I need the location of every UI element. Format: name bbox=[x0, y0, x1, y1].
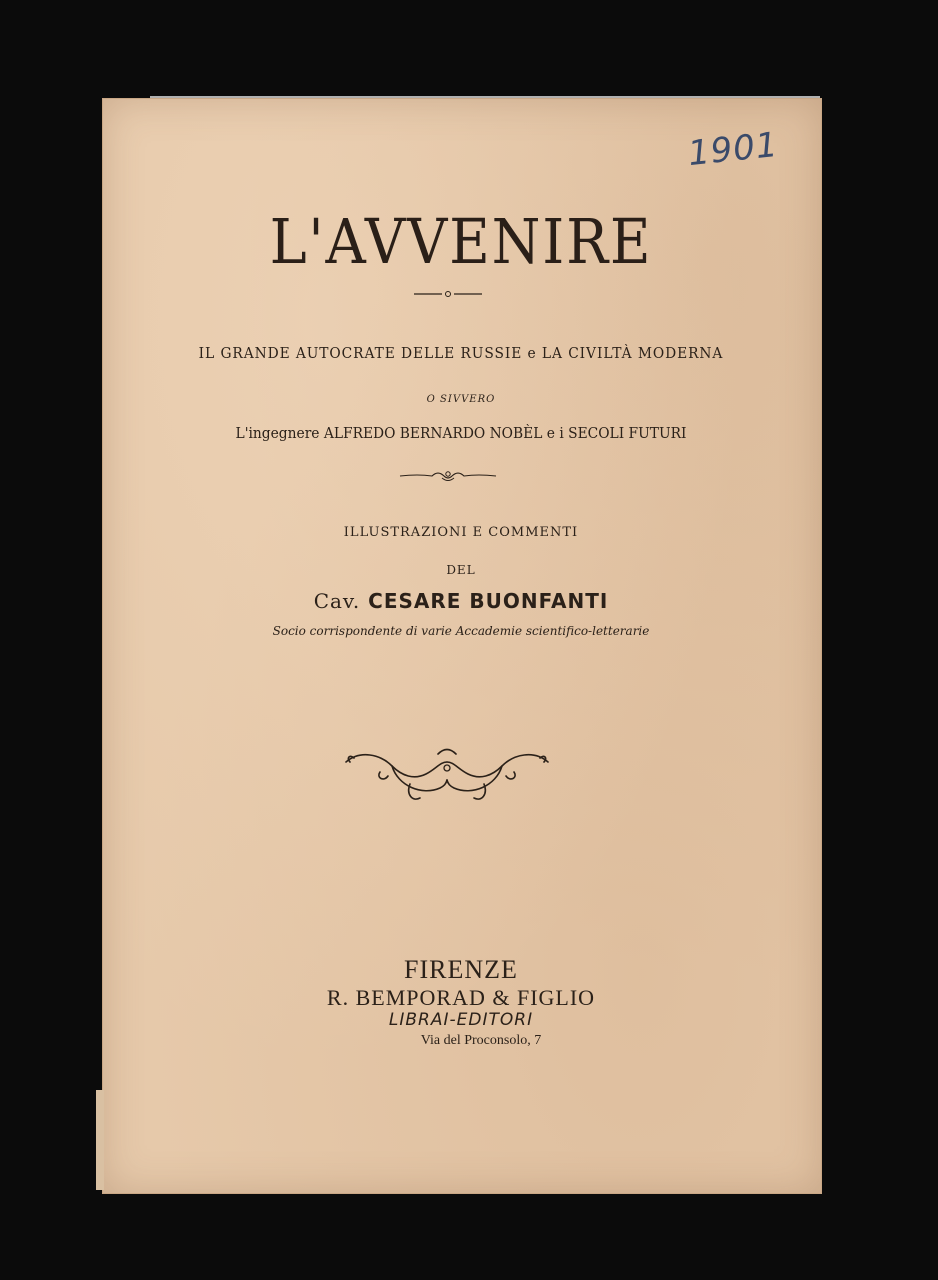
subtitle-part-1: IL GRANDE AUTOCRATE DELLE RUSSIE bbox=[198, 344, 523, 362]
flourish-ornament-large bbox=[340, 744, 554, 806]
publisher-name: R. BEMPORAD & FIGLIO bbox=[326, 985, 596, 1010]
publisher-type: LIBRAI-EDITORI bbox=[388, 1010, 534, 1030]
subtitle2-prefix: L'ingegnere bbox=[235, 424, 320, 442]
author-role: Socio corrispondente di varie Accademie scientifico-letterarie bbox=[272, 624, 650, 638]
title-rule-ornament bbox=[412, 288, 484, 300]
author-name: CESARE BUONFANTI bbox=[368, 589, 609, 613]
flourish-ornament-small bbox=[398, 466, 498, 484]
subtitle2-and: e i bbox=[546, 424, 564, 442]
subtitle2-name: ALFREDO BERNARDO NOBÈL bbox=[323, 424, 543, 442]
author-line bbox=[102, 589, 820, 613]
spine-edge bbox=[96, 1090, 104, 1190]
illustrations-line: ILLUSTRAZIONI E COMMENTI bbox=[343, 525, 579, 540]
subtitle2-suffix: SECOLI FUTURI bbox=[568, 424, 687, 442]
publisher-address: Via del Proconsolo, 7 bbox=[420, 1033, 542, 1048]
subtitle-and: e bbox=[527, 344, 537, 362]
subtitle-part-2: LA CIVILTÀ MODERNA bbox=[541, 344, 724, 362]
cover-title: L'AVVENIRE bbox=[269, 205, 653, 278]
author-prefix: Cav. bbox=[313, 589, 361, 613]
ossia-text: O SIVVERO bbox=[426, 394, 496, 405]
subtitle-line-1 bbox=[131, 344, 792, 362]
publisher-city: FIRENZE bbox=[404, 955, 518, 984]
handwritten-year: 1901 bbox=[686, 124, 781, 175]
del-line: DEL bbox=[446, 563, 476, 577]
subtitle-line-2 bbox=[131, 424, 792, 442]
